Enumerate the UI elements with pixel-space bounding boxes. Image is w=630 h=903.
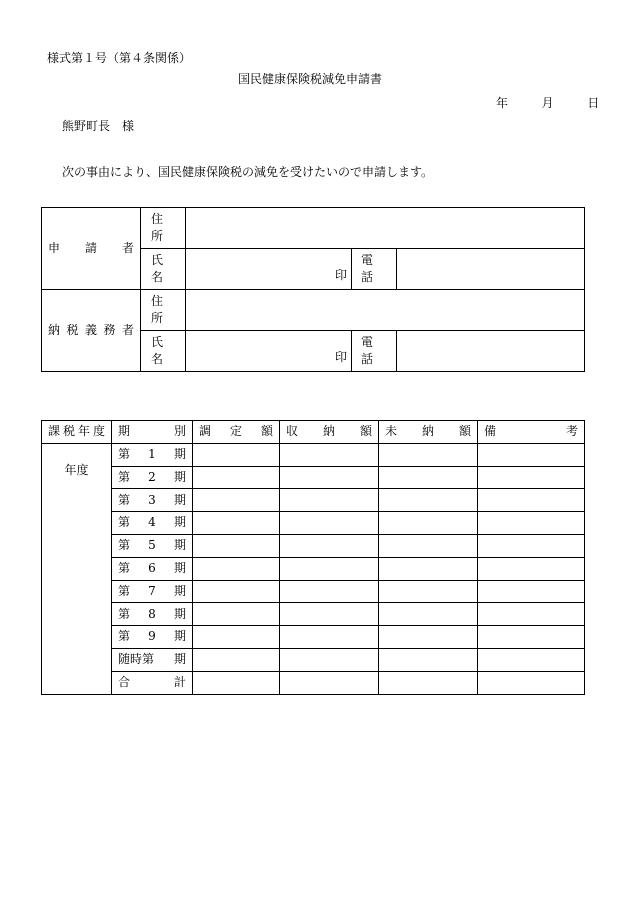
- assessed-cell[interactable]: [193, 626, 280, 649]
- remarks-cell[interactable]: [478, 489, 585, 512]
- date-day-label: 日: [587, 96, 600, 110]
- taxpayer-phone-label: 電 話: [352, 331, 397, 372]
- date-year-label: 年: [496, 96, 509, 110]
- remarks-cell[interactable]: [478, 648, 585, 671]
- assessed-cell[interactable]: [193, 603, 280, 626]
- paid-cell[interactable]: [280, 512, 379, 535]
- remarks-cell[interactable]: [478, 557, 585, 580]
- unpaid-cell[interactable]: [379, 489, 478, 512]
- header-paid-amount: 収 納 額: [280, 421, 379, 444]
- remarks-cell[interactable]: [478, 466, 585, 489]
- paid-cell[interactable]: [280, 466, 379, 489]
- unpaid-cell[interactable]: [379, 603, 478, 626]
- date-month-label: 月: [541, 96, 554, 110]
- paid-cell[interactable]: [280, 626, 379, 649]
- paid-cell[interactable]: [280, 580, 379, 603]
- form-number: 様式第１号（第４条関係）: [47, 51, 192, 65]
- assessed-cell[interactable]: [193, 557, 280, 580]
- applicant-address-label: 住 所: [141, 208, 186, 249]
- remarks-cell[interactable]: [478, 603, 585, 626]
- taxpayer-phone-field[interactable]: [397, 331, 585, 372]
- taxpayer-address-field[interactable]: [186, 290, 585, 331]
- applicant-name-field[interactable]: [186, 249, 352, 290]
- period-label: 第 6 期: [112, 557, 193, 580]
- total-row: [42, 671, 585, 694]
- table-row: [42, 512, 585, 535]
- table-row: [42, 534, 585, 557]
- tax-period-table: [41, 420, 585, 695]
- table-row: [42, 489, 585, 512]
- header-period: 期 別: [112, 421, 193, 444]
- remarks-cell[interactable]: [478, 580, 585, 603]
- paid-cell[interactable]: [280, 603, 379, 626]
- period-label: 第 5 期: [112, 534, 193, 557]
- taxpayer-name-field[interactable]: [186, 331, 352, 372]
- header-assessed-amount: 調 定 額: [193, 421, 280, 444]
- unpaid-cell[interactable]: [379, 580, 478, 603]
- table-row: [42, 626, 585, 649]
- table-row: [42, 580, 585, 603]
- period-label: 第 9 期: [112, 626, 193, 649]
- paid-cell[interactable]: [280, 557, 379, 580]
- intro-statement: 次の事由により、国民健康保険税の減免を受けたいので申請します。: [62, 165, 434, 179]
- applicant-name-label: 氏 名: [141, 249, 186, 290]
- date-line: [496, 94, 599, 111]
- unpaid-cell[interactable]: [379, 443, 478, 466]
- period-label: 第 7 期: [112, 580, 193, 603]
- paid-cell[interactable]: [280, 648, 379, 671]
- paid-cell[interactable]: [280, 534, 379, 557]
- period-label: 第 8 期: [112, 603, 193, 626]
- table-row: [42, 603, 585, 626]
- extra-period-label: 随時第 期: [112, 648, 193, 671]
- applicant-phone-field[interactable]: [397, 249, 585, 290]
- unpaid-cell[interactable]: [379, 648, 478, 671]
- assessed-cell[interactable]: [193, 443, 280, 466]
- applicant-seal-mark: 印: [334, 268, 347, 283]
- taxpayer-name-label: 氏 名: [141, 331, 186, 372]
- paid-cell[interactable]: [280, 489, 379, 512]
- table-row: [42, 443, 585, 466]
- paid-cell[interactable]: [280, 671, 379, 694]
- remarks-cell[interactable]: [478, 626, 585, 649]
- remarks-cell[interactable]: [478, 512, 585, 535]
- period-label: 第 4 期: [112, 512, 193, 535]
- applicant-label: 申 請 者: [42, 208, 141, 290]
- table-header-row: [42, 421, 585, 444]
- unpaid-cell[interactable]: [379, 671, 478, 694]
- period-label: 第 3 期: [112, 489, 193, 512]
- year-label: 年度: [64, 462, 89, 477]
- assessed-cell[interactable]: [193, 648, 280, 671]
- tax-year-cell[interactable]: [42, 443, 112, 694]
- table-row: [42, 648, 585, 671]
- period-label: 第 2 期: [112, 466, 193, 489]
- period-label: 第 1 期: [112, 443, 193, 466]
- paid-cell[interactable]: [280, 443, 379, 466]
- taxpayer-address-label: 住 所: [141, 290, 186, 331]
- taxpayer-label: 納 税 義 務 者: [42, 290, 141, 372]
- assessed-cell[interactable]: [193, 466, 280, 489]
- header-remarks: 備 考: [478, 421, 585, 444]
- assessed-cell[interactable]: [193, 534, 280, 557]
- total-label: 合 計: [112, 671, 193, 694]
- table-row: [42, 557, 585, 580]
- unpaid-cell[interactable]: [379, 626, 478, 649]
- header-tax-year: 課 税 年 度: [42, 421, 112, 444]
- applicant-table: [41, 207, 585, 372]
- remarks-cell[interactable]: [478, 443, 585, 466]
- assessed-cell[interactable]: [193, 671, 280, 694]
- header-unpaid-amount: 未 納 額: [379, 421, 478, 444]
- assessed-cell[interactable]: [193, 489, 280, 512]
- unpaid-cell[interactable]: [379, 466, 478, 489]
- unpaid-cell[interactable]: [379, 534, 478, 557]
- assessed-cell[interactable]: [193, 512, 280, 535]
- taxpayer-seal-mark: 印: [334, 350, 347, 365]
- addressee: 熊野町長 様: [62, 119, 135, 133]
- document-title: 国民健康保険税減免申請書: [238, 72, 383, 86]
- remarks-cell[interactable]: [478, 534, 585, 557]
- remarks-cell[interactable]: [478, 671, 585, 694]
- applicant-phone-label: 電 話: [352, 249, 397, 290]
- applicant-address-field[interactable]: [186, 208, 585, 249]
- unpaid-cell[interactable]: [379, 512, 478, 535]
- unpaid-cell[interactable]: [379, 557, 478, 580]
- table-row: [42, 466, 585, 489]
- assessed-cell[interactable]: [193, 580, 280, 603]
